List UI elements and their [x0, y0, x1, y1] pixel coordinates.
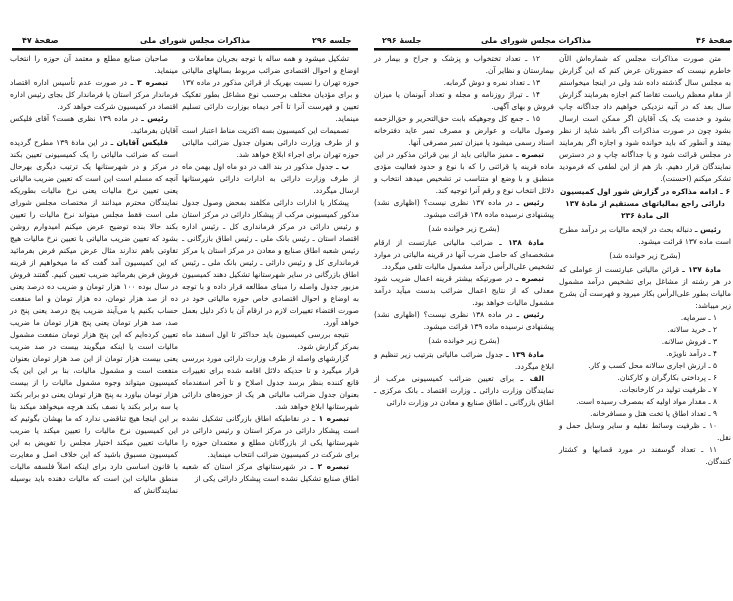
list-item — [559, 444, 731, 468]
paragraph-text: قرائن مالیاتی عبارتست از عواملی که در هر رشته از مشاغل برای تشخیص درآمد مشمول مالیات بطور علی‌الرأس بکار میرود و فهرست آن بشرح زیر میباشد: — [559, 265, 731, 310]
paragraph — [182, 53, 359, 125]
paragraph-text: در ماده ۱۳۸ نظری نیست؟ (اظهاری نشد) پیشنهادی نرسیده ماده ۱۳۹ قرائت میشود. — [374, 310, 554, 331]
paragraph-text: در نقاطیکه اطاق بازرگانی تشکیل نشده است پیشکار دارائی در مرکز استان و رئیس دارائی در شهرستانها یکی از بازرگانان مطلع و معتمدان حوزه را برای شرکت در کمیسیون ضرائب انتخاب مینماید. — [182, 414, 359, 459]
text-column-left — [10, 53, 178, 497]
list-item — [559, 408, 731, 420]
paragraph-text: ۱ ـ سرمایه. — [680, 313, 717, 322]
paragraph-text: برای تعیین ضرائب کمیسیونی مرکب از نمایندگان وزارت دارائی ـ وزارت اقتصاد ـ بانک مرکزی ـ اطاق بازرگانی ـ اطاق صنایع و معادن در وزارت دارائی — [374, 374, 554, 407]
speaker-or-article-label: مادهٔ ۱۳۹ ـ — [505, 350, 544, 359]
paragraph-text: گزارشهای واصله از طرف وزارت دارائی مورد بررسی قرار میگیرد و تا حدیکه دلائل اقامه شده برای تغییرات قانع کننده بنظر برسد جدول اصلاح و تا آخر اسفندماه بعنوان جدول ضرائب مالیاتی هر یک از حوزه‌های دارائی شهرستانها ابلاغ خواهد شد. — [182, 354, 359, 411]
running-title: مذاکرات مجلس شورای ملی — [481, 36, 592, 45]
stage-note — [559, 250, 731, 262]
paragraph-text: ۱۵ ـ جمع کل وجوهیکه بابت حق‌التحریر و حق‌الزحمه وصول مالیات و عوارض و مصرف تمبر عاید دفترخانه اسناد رسمی میشود یا میزان تمبر مصرفی آنها. — [374, 114, 554, 147]
paragraph — [182, 413, 359, 461]
speaker-or-article-label: تبصره ـ — [515, 274, 544, 283]
list-item — [559, 396, 731, 408]
paragraph-text: ۸ ـ مقدار مواد اولیه که بمصرف رسیده است. — [576, 397, 717, 406]
page-number: صفحهٔ ۴۷ — [22, 36, 59, 45]
paragraph-text: پیشکار یا ادارات دارائی مکلفند بمحض وصول جدول مذکور کمیسیونی مرکب از پیشکار دارائی در مرکز استان و رئیس دارائی در مرکز فرمانداری کل ـ رئیس اداره اقتصاد استان ـ رئیس بانک ملی ـ رئیس اطاق بازرگانی ـ رئیس شعبه اطاق صنایع و معادن در مرکز استان یا مرکز فرمانداری کل و رئیس دارائی ـ رئیس بانک ملی ـ رئیس اطاق بازرگانی در سایر شهرستانها تشکیل دهند کمیسیون مزبور جدول واصله را مبنای مطالعه قرار داده و با توجه به اوضاع و احوال اقتصادی خاص حوزه مالیاتی خود در صورت اقتضاء تغییرات لازم در ارقام آن با ذکر دلیل بعمل خواهد آورد. — [182, 198, 359, 327]
page-number: صفحهٔ ۴۶ — [696, 36, 733, 45]
list-item — [559, 348, 731, 360]
paragraph — [559, 53, 731, 185]
session-number: جلسه ۲۹۶ — [312, 36, 352, 45]
session-number: جلسهٔ ۲۹۶ — [382, 36, 422, 45]
speaker-or-article-label: رئیس ـ — [516, 310, 544, 319]
list-item — [559, 372, 731, 384]
list-item — [559, 324, 731, 336]
paragraph-text: ۱۴ ـ تیراژ روزنامه و مجله و تعداد آبونمان یا میزان فروش و بهای آگهی. — [374, 90, 554, 111]
text-column-left — [374, 53, 554, 409]
stage-note — [374, 223, 554, 235]
paragraph-text: در صورتیکه بیشتر قرینه اعمال ضریب شود معدلی که از نتایج اعمال ضرائب بدست میآید درآمد مشمول مالیات خواهد بود. — [374, 274, 554, 307]
paragraph — [374, 373, 554, 409]
header-rule — [12, 48, 358, 51]
paragraph-text: دنباله بحث در لایحه مالیات بر درآمد مطرح است ماده ۱۳۷ قرائت میشود. — [559, 225, 731, 246]
paragraph-text: (بشرح زیر خوانده شد) — [609, 251, 681, 260]
paragraph-text: ۶ ـ ادامه مذاکره در گزارش شور اول کمیسیون دارائی راجع بمالیاتهای مستقیم از مادهٔ ۱۳۷ الی مادهٔ ۲۳۶ — [559, 187, 731, 220]
paragraph-text: ۵ ـ ارزش اجاری سالانه محل کسب و کار. — [588, 361, 717, 370]
speaker-or-article-label: رئیس ـ — [516, 198, 544, 207]
paragraph — [374, 197, 554, 221]
paragraph — [374, 309, 554, 333]
speaker-or-article-label: تبصره ۳ ـ — [130, 78, 168, 87]
speaker-or-article-label: تبصره ـ — [515, 150, 544, 159]
paragraph-text: ۳ ـ فروش سالانه. — [661, 337, 717, 346]
paragraph-text: تصمیمات این کمیسیون بسه اکثریت مناط اعتبار است و از طرف وزارت دارائی بعنوان جدول ضرائب مالیاتی حوزه تهران برای اجراء ابلاغ خواهد شد. — [182, 126, 359, 159]
paragraph — [182, 125, 359, 161]
paragraph — [10, 77, 178, 113]
paragraph-text: ۱۱ ـ تعداد گوسفند در مورد قصابها و کشتار کنندگان. — [559, 445, 731, 466]
paragraph — [182, 329, 359, 353]
paragraph — [559, 224, 731, 248]
paragraph-text: ممیز مالیاتی باید از بین قرائن مذکور در این ماده قرینه یا قرائنی را که با نوع و حدود فعالیت مؤدی منطبق و با وضع او متناسب تر تشخیص میدهد انتخاب و دلائل انتخاب نوع و رقم آنرا توجیه کند. — [374, 150, 554, 195]
paragraph-text: ۱۳ ـ تعداد نمره و دوش گرمابه. — [443, 78, 540, 87]
paragraph-text: در شهرستانهای مرکز استان که شعبه اطاق صنایع تشکیل نشده است پیشکار دارائی یکی از — [182, 462, 359, 483]
paragraph — [10, 53, 178, 77]
paragraph-text: جدول مذکور در بند الف در دو ماه اول بهمن ماه از طرف وزارت دارائی به ادارات دارائی شهرستانها ارسال میگردد. — [182, 162, 359, 195]
paragraph-text: ۹ ـ تعداد اطاق یا تخت هتل و مسافرخانه. — [590, 409, 717, 418]
header-rule — [374, 48, 730, 51]
paragraph-text: در ماده ۱۳۷ نظری نیست؟ (اظهاری نشد) پیشنهادی نرسیده ماده ۱۳۸ قرائت میشود. — [374, 198, 554, 219]
text-column-right — [559, 53, 731, 468]
paragraph — [182, 461, 359, 485]
list-item — [559, 312, 731, 324]
paragraph-text: جدول ضرائب مالیاتی بترتیب زیر تنظیم و ابلاغ میگردد. — [374, 350, 554, 371]
list-item — [374, 113, 554, 149]
speaker-or-article-label: رئیس ـ — [141, 114, 168, 123]
paragraph-text: ۲ ـ خرید سالانه. — [667, 325, 717, 334]
paragraph-text: (بشرح زیر خوانده شد) — [428, 336, 500, 345]
paragraph — [374, 273, 554, 309]
list-item — [374, 89, 554, 113]
speaker-or-article-label: رئیس ـ — [694, 225, 721, 234]
paragraph-text: تشکیل میشود و همه ساله با توجه بجریان معاملات و اوضاع و احوال اقتصادی ضرائب مربوط بسالهای مالیاتی حوزه تهران را نسبت بهریک از قرائن مذکور در ماده ۱۳۷ و برای مؤدیان مختلف برحسب نوع مشاغل بطور تفکیک تعیین و فهرست آنرا تا آخر دیماه بوزارت دارائی تسلیم مینماید. — [182, 54, 359, 123]
paragraph-text: ۴ ـ درآمد ناویژه. — [666, 349, 717, 358]
paragraph-text: در این مادهٔ ۱۳۹ مطرح گردیده است که ضرائب مالیاتی را یک کمیسیونی تعیین بکند در مرکز و در شهرستانها یک ترتیب دیگری بهرحال آنچه که مسلم است این است که تعیین ضریب مالیاتی یعنی تعیین نرخ مالیات یعنی نرخ مالیات بطوریکه نمایندگان محترم میدانند از مختصات مجلس شورای ملی است فقط مجلس میتواند نرخ مالیات را تعیین بکند حالا بنده توضیح عرض میکنم امیدوارم روشن بشود که تعیین ضریب مالیاتی با تعیین نرخ مالیات هیچ تفاوتی باهم ندارند مثال عرض میکنم فرض بفرمائید که این کمیسیون آمد گفت که ما میخواهیم از قرینه فروش فرض بفرمائید ضریب تعیین کنیم. گفتند فروش در سال بوده ۱۰۰ هزار تومان و ضریب ده درصد یعنی ده از صد هزار تومان، ده هزار تومان و اما منفعت حساب بکنیم یا می‌آیند ضریب پنج درصد یعنی پنج در صد، صد هزار تومان یعنی پنج هزار تومان ما ضریب تعیین کرده‌ایم که این پنج هزار تومان منفعت مشمول مالیات است یا اینکه میگویند بیست در صد ضریب یعنی بیست هزار تومان از این صد هزار تومان بعنوان منفعت است و مشمول مالیات، بنا بر این این یک کمیسیون میتواند وجوه مشمول مالیات را از بیست هزار تومان بیاورد به پنج هزار تومان یعنی دو برابر بکند یا سه برابر بکند یا نصف بکند هرچه میخواهد میکند بنا بر این اینجا هیچ تناقضی ندارد که ما بهشان بگوئیم که این کمیسیون نرخ مالیات را تعیین میکند یا ضریب مالیات تعیین میکند اختیار مجلس را تفویض به این کمیسیون مسبوق باشید که این خلاف اصل و مغایرت با قانون اساسی دارد برای اینکه اصلاً فلسفه مالیات منطق مالیات این است که مالیات دهنده باید بوسیله نمایندگانش که — [10, 138, 178, 495]
paragraph-text: ۱۰ ـ ظرفیت وسائط نقلیه و سایر وسایل حمل و نقل. — [559, 421, 731, 442]
paragraph — [374, 149, 554, 197]
running-title: مذاکرات مجلس شورای ملی — [140, 36, 251, 45]
list-item — [559, 336, 731, 348]
section-heading — [559, 186, 731, 222]
paragraph — [10, 113, 178, 137]
speaker-or-article-label: تبصره ۲ ـ — [310, 462, 349, 471]
paragraph-text: در صورت عدم تأسیس اداره اقتصاد فرماندار مرکز استان یا فرماندار کل بجای رئیس اداره اقتصاد در کمیسیون شرکت خواهد کرد. — [10, 78, 178, 111]
paragraph — [182, 197, 359, 329]
text-column-right — [182, 53, 359, 485]
paragraph-text: (بشرح زیر خوانده شد) — [428, 224, 500, 233]
paragraph-text: در ماده ۱۳۹ نظری هست؟ آقای فلیکس آقایان بفرمائید. — [10, 114, 178, 135]
paragraph — [559, 264, 731, 312]
paragraph-text: متن صورت مذاکرات مجلس که شماره‌اش الآن خاطرم نیست که حضورتان عرض کنم که این گزارش به مجلس سال گذشته داده شد ولی در اینجا میخواستم از مقام معظم ریاست تقاضا کنم اجازه بفرمایند گزارش سال بعد که در آتیه نزدیکی خواهیم داد جداگانه چاپ بشود و خدمت یک یک آقایان اگر ممکن است ارسال بشود چون در صورت مذاکرات اگر باشد شاید از نظر بیفتد و آنطور که باید خوانده شود و اجازه اگر بفرمایند در مجلس قرائت شود و یا جداگانه چاپ و در دسترس نمایندگان قرار دهیم. باز هم از این لطفی که فرمودید تشکر میکنم (احسنت). — [559, 54, 731, 183]
paragraph-text: ۱۲ ـ تعداد تختخواب و پزشک و جراح و بیمار در بیمارستان و نظایر آن. — [374, 54, 554, 75]
paragraph — [374, 349, 554, 373]
list-item — [559, 384, 731, 396]
paragraph — [182, 353, 359, 413]
list-item — [374, 53, 554, 77]
paragraph — [374, 237, 554, 273]
speaker-or-article-label: ب ـ — [336, 162, 349, 171]
speaker-or-article-label: مادهٔ ۱۳۸ ـ — [499, 238, 544, 247]
speaker-or-article-label: فلیکس آقایان ـ — [110, 138, 168, 147]
paragraph-text: ۷ ـ ظرفیت تولید در کارخانجات. — [619, 385, 717, 394]
paragraph-text: ۶ ـ پرداختی بکارگران و کارکنان. — [617, 373, 717, 382]
paragraph — [10, 137, 178, 497]
list-item — [559, 420, 731, 444]
speaker-or-article-label: الف ـ — [520, 374, 544, 383]
list-item — [559, 360, 731, 372]
paragraph — [182, 161, 359, 197]
paragraph-text: نتیجه بررسی کمیسیون باید حداکثر تا اول اسفند ماه بمرکز گزارش شود. — [182, 330, 359, 351]
list-item — [374, 77, 554, 89]
speaker-or-article-label: تبصره ۱ ـ — [312, 414, 349, 423]
stage-note — [374, 335, 554, 347]
paragraph-text: ضرائب مالیاتی عبارتست از ارقام مشخصه‌ای که حاصل ضرب آنها در قرینه مالیاتی در موارد تشخیص علی‌الرأس درآمد مشمول مالیات تلقی میگردد. — [374, 238, 554, 271]
speaker-or-article-label: مادهٔ ۱۳۷ ـ — [682, 265, 721, 274]
paragraph-text: صاحبان صنایع مطلع و معتمد آن حوزه را انتخاب مینماید. — [10, 54, 178, 75]
